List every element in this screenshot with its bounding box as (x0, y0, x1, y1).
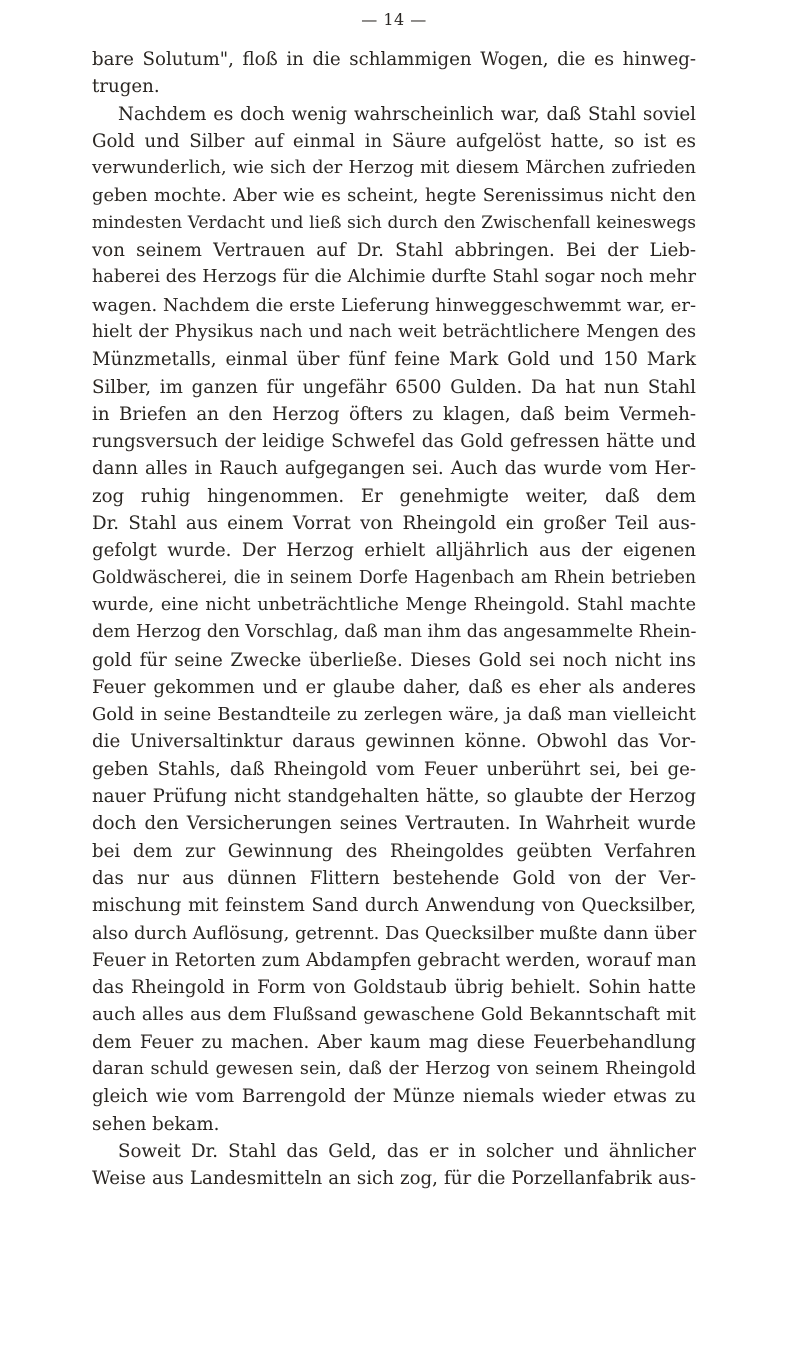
text-line: bare Solutum", floß in die schlammigen Wogen, die es hinweg- (92, 49, 696, 70)
text-line: hielt der Physikus nach und nach weit beträchtlichere Mengen des (92, 321, 696, 342)
text-line: dann alles in Rauch aufgegangen sei. Auch das wurde vom Her- (92, 458, 696, 480)
text-line: auch alles aus dem Flußsand gewaschene Gold Bekanntschaft mit (92, 1004, 696, 1026)
text-line: die Universaltinktur daraus gewinnen könne. Obwohl das Vor- (92, 731, 696, 753)
text-line: trugen. (92, 76, 160, 98)
text-line: mischung mit feinstem Sand durch Anwendung von Quecksilber, (92, 895, 696, 917)
text-line: daran schuld gewesen sein, daß der Herzog von seinem Rheingold (92, 1058, 696, 1079)
text-line: Münzmetalls, einmal über fünf feine Mark Gold und 150 Mark (92, 349, 696, 371)
text-line: Soweit Dr. Stahl das Geld, das er in solcher und ähnlicher (118, 1140, 696, 1162)
text-line: das Rheingold in Form von Goldstaub übrig behielt. Sohin hatte (92, 977, 696, 999)
text-line: Feuer gekommen und er glaube daher, daß es eher als anderes (92, 676, 696, 698)
body-text (92, 46, 696, 1192)
text-line: geben Stahls, daß Rheingold vom Feuer unberührt sei, bei ge- (92, 758, 696, 780)
text-line: mindesten Verdacht und ließ sich durch den Zwischenfall keineswegs (92, 212, 696, 233)
text-line: gefolgt wurde. Der Herzog erhielt alljährlich aus der eigenen (92, 540, 696, 562)
text-line: rungsversuch der leidige Schwefel das Gold gefressen hätte und (92, 431, 696, 453)
text-line: dem Herzog den Vorschlag, daß man ihm das angesammelte Rhein- (92, 622, 697, 643)
text-line: gleich wie vom Barrengold der Münze niemals wieder etwas zu (92, 1086, 696, 1108)
text-line: von seinem Vertrauen auf Dr. Stahl abbringen. Bei der Lieb- (92, 240, 696, 262)
text-line: Weise aus Landesmitteln an sich zog, für die Porzellanfabrik aus- (92, 1168, 696, 1190)
text-line: das nur aus dünnen Flittern bestehende Gold von der Ver- (92, 867, 696, 889)
text-line: doch den Versicherungen seines Vertrauten. In Wahrheit wurde (92, 813, 696, 835)
text-line: Nachdem es doch wenig wahrscheinlich war, daß Stahl soviel (118, 103, 696, 125)
text-line: also durch Auflösung, getrennt. Das Quecksilber mußte dann über (92, 922, 697, 944)
text-line: Goldwäscherei, die in seinem Dorfe Hagenbach am Rhein betrieben (92, 567, 696, 588)
text-line: in Briefen an den Herzog öfters zu klagen, daß beim Vermeh- (92, 403, 696, 425)
text-line: Dr. Stahl aus einem Vorrat von Rheingold ein großer Teil aus- (92, 513, 696, 535)
text-line: Gold und Silber auf einmal in Säure aufgelöst hatte, so ist es (92, 130, 696, 152)
book-page (92, 0, 696, 1352)
text-line: nauer Prüfung nicht standgehalten hätte, so glaubte der Herzog (92, 786, 696, 808)
text-line: wagen. Nachdem die erste Lieferung hinweggeschwemmt war, er- (92, 294, 696, 316)
text-line: verwunderlich, wie sich der Herzog mit diesem Märchen zufrieden (92, 158, 696, 179)
text-line: gold für seine Zwecke überließe. Dieses Gold sei noch nicht ins (92, 649, 696, 671)
text-line: wurde, eine nicht unbeträchtliche Menge Rheingold. Stahl machte (92, 594, 696, 615)
text-line: geben mochte. Aber wie es scheint, hegte Serenissimus nicht den (92, 185, 696, 207)
text-line: sehen bekam. (92, 1113, 220, 1135)
text-line: Feuer in Retorten zum Abdampfen gebracht werden, worauf man (92, 949, 697, 971)
text-line: Silber, im ganzen für ungefähr 6500 Gulden. Da hat nun Stahl (92, 376, 696, 398)
text-line: haberei des Herzogs für die Alchimie durfte Stahl sogar noch mehr (92, 267, 696, 288)
page-number: — 14 — (361, 10, 427, 29)
text-line: zog ruhig hingenommen. Er genehmigte weiter, daß dem (92, 485, 696, 507)
text-line: Gold in seine Bestandteile zu zerlegen wäre, ja daß man vielleicht (92, 704, 696, 726)
text-line: bei dem zur Gewinnung des Rheingoldes geübten Verfahren (92, 840, 696, 862)
text-line: dem Feuer zu machen. Aber kaum mag diese Feuerbehandlung (92, 1031, 696, 1053)
